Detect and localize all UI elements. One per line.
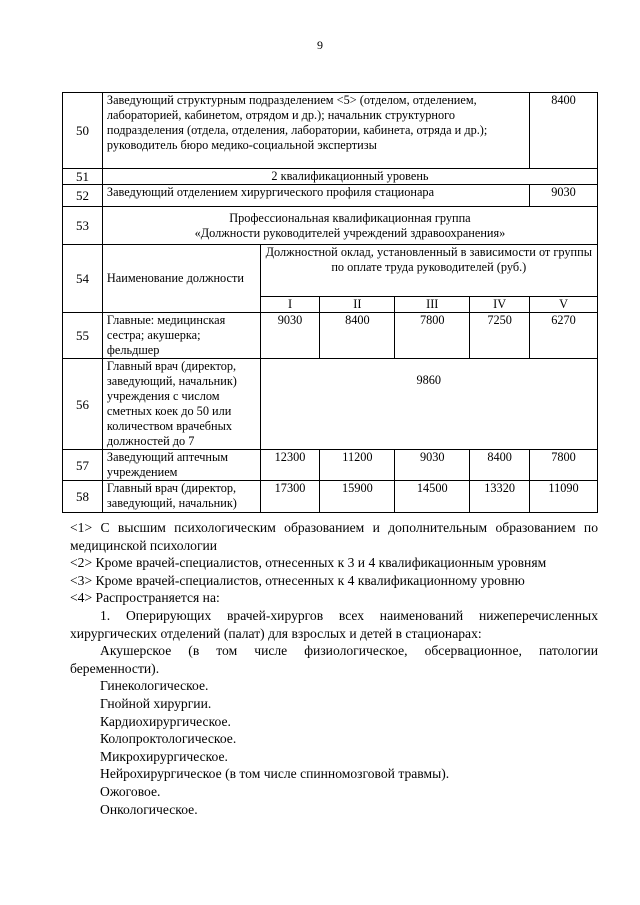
row-number: 56 <box>63 359 103 450</box>
salary-value: 6270 <box>530 313 598 359</box>
salary-value: 9030 <box>530 185 598 207</box>
group-heading-line2: «Должности руководителей учреждений здравоохранения» <box>194 225 506 240</box>
department-item: Гнойной хирургии. <box>100 695 212 711</box>
table-row <box>63 207 598 245</box>
salary-value: 15900 <box>320 481 395 513</box>
row-number: 50 <box>63 93 103 169</box>
table-row <box>63 481 598 513</box>
group-heading-line1: Профессиональная квалификационная группа <box>229 210 471 225</box>
position-title: Заведующий аптечным учреждением <box>102 450 260 481</box>
department-item: Нейрохирургическое (в том числе спинномозговой травмы). <box>100 766 450 782</box>
salary-value: 8400 <box>530 93 598 169</box>
salary-value: 9030 <box>395 450 470 481</box>
table-row <box>63 313 598 359</box>
department-item: Микрохирургическое. <box>100 748 228 764</box>
position-title: Заведующий отделением хирургического профиля стационара <box>102 185 529 207</box>
salary-value: 9860 <box>260 359 597 450</box>
group-heading <box>102 207 597 245</box>
group-header: III <box>395 297 470 313</box>
salary-value: 14500 <box>395 481 470 513</box>
row-number: 53 <box>63 207 103 245</box>
salary-value: 9030 <box>260 313 320 359</box>
row-number: 58 <box>63 481 103 513</box>
department-item: Гинекологическое. <box>100 678 209 694</box>
footnote-2: <2> Кроме врачей-специалистов, отнесенных к 3 и 4 квалификационным уровням <box>70 555 547 571</box>
position-title: Главный врач (директор, заведующий, начальник) учреждения с числом сметных коек до 50 или количеством врачебных должностей до 7 <box>102 359 260 450</box>
footnote-3: <3> Кроме врачей-специалистов, отнесенных к 4 квалификационному уровню <box>70 572 525 588</box>
salary-value: 8400 <box>320 313 395 359</box>
table-row <box>63 93 598 169</box>
column-header-name: Наименование должности <box>102 245 260 313</box>
group-header: II <box>320 297 395 313</box>
row-number: 52 <box>63 185 103 207</box>
table-row <box>63 359 598 450</box>
table-row <box>63 185 598 207</box>
salary-value: 8400 <box>470 450 530 481</box>
salary-value: 7800 <box>395 313 470 359</box>
salary-value: 13320 <box>470 481 530 513</box>
salary-table <box>62 92 598 513</box>
row-number: 54 <box>63 245 103 313</box>
salary-value: 12300 <box>260 450 320 481</box>
group-header: I <box>260 297 320 313</box>
group-header: IV <box>470 297 530 313</box>
row-number: 51 <box>63 169 103 185</box>
footnote-1: <1> С высшим психологическим образованием и дополнительным образованием по медицинской психологии <box>70 520 598 553</box>
department-item: Онкологическое. <box>100 801 198 817</box>
department-item: Колопроктологическое. <box>100 731 237 747</box>
salary-value: 17300 <box>260 481 320 513</box>
table-row <box>63 169 598 185</box>
salary-value: 11200 <box>320 450 395 481</box>
position-title: Главный врач (директор, заведующий, начальник) <box>102 481 260 513</box>
row-number: 57 <box>63 450 103 481</box>
group-header: V <box>530 297 598 313</box>
department-item: Ожоговое. <box>100 783 161 799</box>
page-number: 9 <box>317 38 323 52</box>
department-item: Кардиохирургическое. <box>100 713 231 729</box>
salary-value: 7250 <box>470 313 530 359</box>
table-row <box>63 245 598 297</box>
table-row <box>63 450 598 481</box>
position-title: Заведующий структурным подразделением <5> (отделом, отделением, лабораторией, кабинетом, отрядом и др.); начальник структурного подразделения (отдела, отделения, лаборатории, кабинета, отряда и др.); руководитель бюро медико-социальной экспертизы <box>102 93 529 169</box>
department-item: Акушерское (в том числе физиологическое, обсервационное, патологии беременности). <box>70 643 598 676</box>
footnotes <box>70 519 598 818</box>
column-header-salary: Должностной оклад, установленный в зависимости от группы по оплате труда руководителей (руб.) <box>260 245 597 297</box>
row-number: 55 <box>63 313 103 359</box>
footnote-paragraph: 1. Оперирующих врачей-хирургов всех наименований нижеперечисленных хирургических отделений (палат) для взрослых и детей в стационарах: <box>70 607 598 641</box>
footnote-4: <4> Распространяется на: <box>70 590 220 606</box>
position-title: Главные: медицинская сестра; акушерка; фельдшер <box>102 313 260 359</box>
salary-value: 11090 <box>530 481 598 513</box>
salary-value: 7800 <box>530 450 598 481</box>
qualification-level: 2 квалификационный уровень <box>102 169 597 185</box>
